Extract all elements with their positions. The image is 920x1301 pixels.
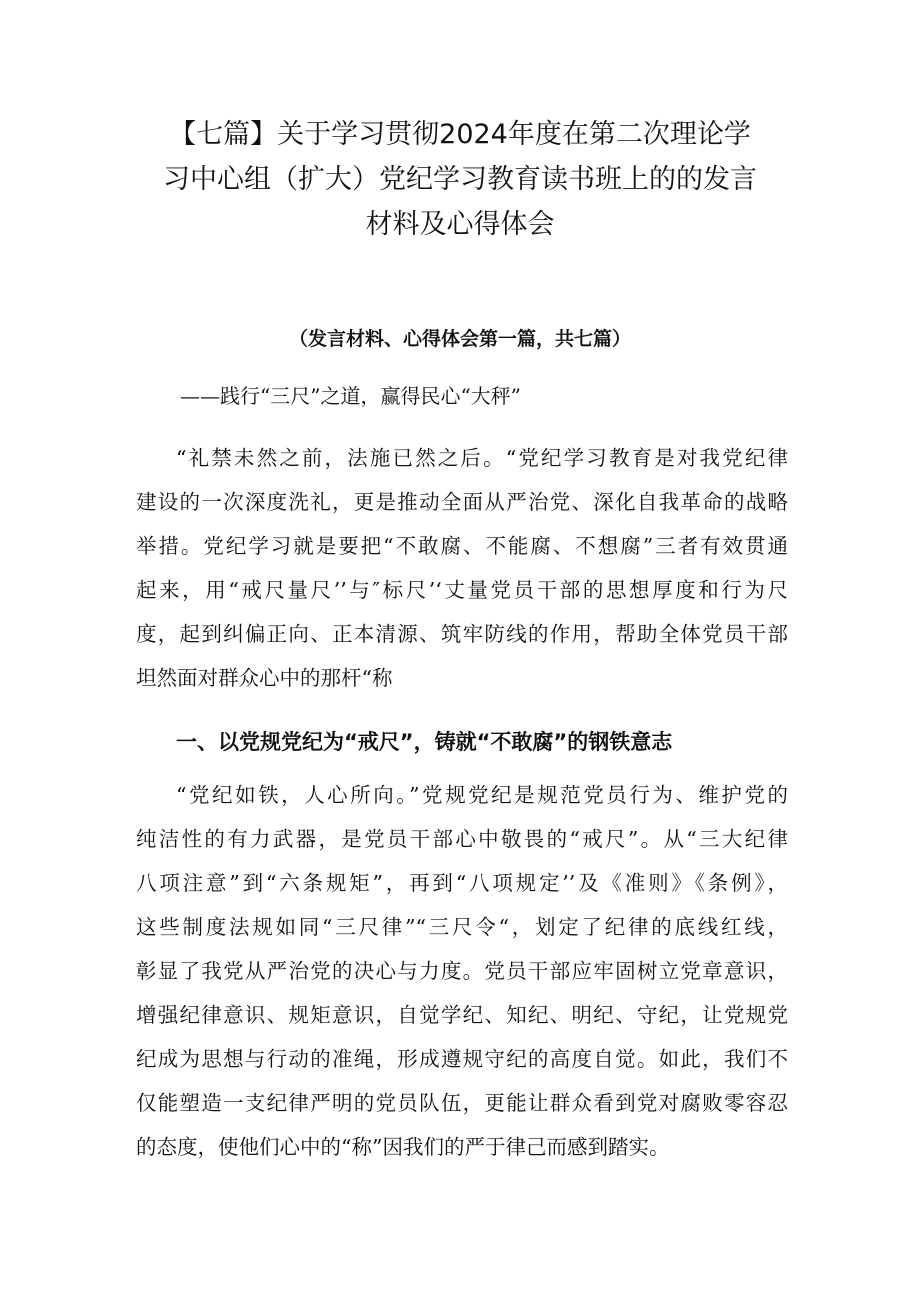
paragraph-line: 建设的一次深度洗礼，更是推动全面从严治党、深化自我革命的战略 — [136, 490, 788, 514]
paragraph-line: 这些制度法规如同“三尺律”“三尺令“，划定了纪律的底线红线， — [136, 915, 788, 939]
paragraph-line: 仅能塑造一支纪律严明的党员队伍，更能让群众看到党对腐败零容忍 — [136, 1091, 788, 1115]
paragraph-line: 纯洁性的有力武器，是党员干部心中敬畏的“戒尺”。从“三大纪律 — [136, 827, 788, 851]
intro-paragraph — [136, 436, 788, 700]
paragraph-line: 增强纪律意识、规矩意识，自觉学纪、知纪、明纪、守纪，让党规党 — [136, 1003, 788, 1027]
paragraph-line: 纪成为思想与行动的准绳，形成遵规守纪的高度自觉。如此，我们不 — [136, 1047, 788, 1071]
paragraph-line: 彰显了我党从严治党的决心与力度。党员干部应牢固树立党章意识， — [136, 959, 788, 983]
paragraph-line: 坦然面对群众心中的那杆“称 — [136, 666, 393, 690]
section-heading: 一、以党规党纪为“戒尺”，铸就“不敢腐”的钢铁意志 — [176, 730, 673, 754]
title-line: 习中心组（扩大）党纪学习教育读书班上的的发言 — [163, 164, 757, 195]
title-line: 【七篇】关于学习贯彻2024年度在第二次理论学 — [169, 119, 751, 150]
section-paragraph — [136, 773, 788, 1169]
paragraph-line: 举措。党纪学习就是要把“不敢腐、不能腐、不想腐”三者有效贯通 — [136, 534, 788, 558]
title-line: 材料及心得体会 — [365, 209, 555, 240]
paragraph-line: 起来，用“戒尺量尺’’与″标尺’‘丈量党员干部的思想厚度和行为尺 — [136, 578, 788, 602]
paragraph-line: “礼禁未然之前，法施已然之后。“党纪学习教育是对我党纪律 — [176, 446, 788, 470]
paragraph-line: 的态度，使他们心中的“称”因我们的严于律己而感到踏实。 — [136, 1135, 670, 1159]
document-subtitle: （发言材料、心得体会第一篇，共七篇） — [288, 328, 631, 350]
paragraph-line: “党纪如铁，人心所向。”党规党纪是规范党员行为、维护党的 — [176, 783, 788, 807]
document-title — [120, 112, 800, 247]
paragraph-line: 度，起到纠偏正向、正本清源、筑牢防线的作用，帮助全体党员干部 — [136, 622, 788, 646]
paragraph-line: 八项注意”到“六条规矩”，再到“八项规定’’及《准则》《条例》， — [136, 871, 788, 895]
epigraph: ——践行“三尺”之道，赢得民心“大秤” — [180, 384, 521, 408]
